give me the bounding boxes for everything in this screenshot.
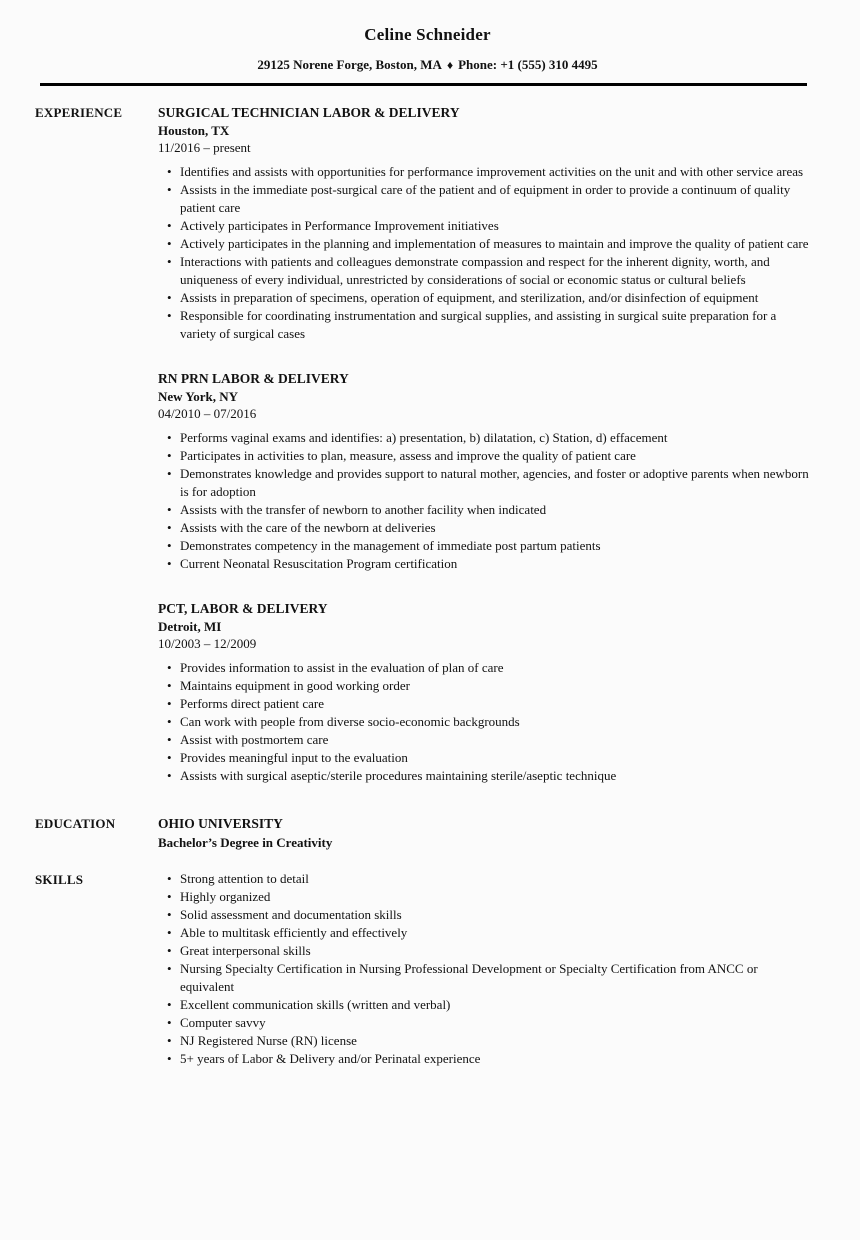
bullet-item: • Performs direct patient care xyxy=(180,695,813,713)
education-section-content xyxy=(158,814,813,853)
contact-phone: Phone: +1 (555) 310 4495 xyxy=(458,57,598,72)
skill-item: • 5+ years of Labor & Delivery and/or Perinatal experience xyxy=(180,1050,813,1068)
school-name: OHIO UNIVERSITY xyxy=(158,816,283,831)
job-title: RN PRN LABOR & DELIVERY xyxy=(158,371,349,386)
skill-item: • Computer savvy xyxy=(180,1014,813,1032)
contact-line xyxy=(35,57,820,73)
candidate-name: Celine Schneider xyxy=(364,25,491,44)
contact-address: 29125 Norene Forge, Boston, MA xyxy=(257,57,442,72)
job-location: Detroit, MI xyxy=(158,619,222,634)
job-dates: 04/2010 – 07/2016 xyxy=(158,406,257,421)
experience-section-content xyxy=(158,103,813,785)
bullet-item: • Assists in the immediate post-surgical care of the patient and of equipment in order to provide a continuum of quality patient care xyxy=(180,181,813,217)
skills-section-content xyxy=(158,870,813,1068)
bullet-item: • Assists in preparation of specimens, operation of equipment, and sterilization, and/or disinfection of equipment xyxy=(180,289,813,307)
job-bullet-list xyxy=(158,163,813,343)
bullet-item: • Can work with people from diverse socio-economic backgrounds xyxy=(180,713,813,731)
bullet-item: • Assists with the care of the newborn at deliveries xyxy=(180,519,813,537)
job-entry xyxy=(158,369,813,573)
bullet-item: • Actively participates in Performance Improvement initiatives xyxy=(180,217,813,235)
skills-list xyxy=(158,870,813,1068)
job-entry xyxy=(158,599,813,785)
header-divider xyxy=(40,83,807,86)
job-title: SURGICAL TECHNICIAN LABOR & DELIVERY xyxy=(158,105,460,120)
job-location: Houston, TX xyxy=(158,123,230,138)
bullet-item: • Participates in activities to plan, measure, assess and improve the quality of patient care xyxy=(180,447,813,465)
skill-item: • Great interpersonal skills xyxy=(180,942,813,960)
bullet-item: • Provides information to assist in the evaluation of plan of care xyxy=(180,659,813,677)
job-entry xyxy=(158,103,813,343)
experience-section-label: EXPERIENCE xyxy=(35,105,123,120)
bullet-item: • Maintains equipment in good working order xyxy=(180,677,813,695)
skills-section xyxy=(35,870,820,1068)
skill-item: • Able to multitask efficiently and effectively xyxy=(180,924,813,942)
bullet-item: • Interactions with patients and colleagues demonstrate compassion and respect for the inherent dignity, worth, and uniqueness of every individual, unrestricted by considerations of social or economic status or cultural beliefs xyxy=(180,253,813,289)
skill-item: • NJ Registered Nurse (RN) license xyxy=(180,1032,813,1050)
diamond-separator-icon: ♦ xyxy=(446,58,454,72)
bullet-item: • Actively participates in the planning and implementation of measures to maintain and improve the quality of patient care xyxy=(180,235,813,253)
education-section xyxy=(35,814,820,853)
job-bullet-list xyxy=(158,429,813,573)
skill-item: • Highly organized xyxy=(180,888,813,906)
job-bullet-list xyxy=(158,659,813,785)
bullet-item: • Performs vaginal exams and identifies: a) presentation, b) dilatation, c) Station, d) effacement xyxy=(180,429,813,447)
job-dates: 10/2003 – 12/2009 xyxy=(158,636,257,651)
skills-section-label: SKILLS xyxy=(35,872,84,887)
bullet-item: • Assist with postmortem care xyxy=(180,731,813,749)
skill-item: • Solid assessment and documentation skills xyxy=(180,906,813,924)
experience-section xyxy=(35,103,820,785)
job-dates: 11/2016 – present xyxy=(158,140,251,155)
bullet-item: • Current Neonatal Resuscitation Program certification xyxy=(180,555,813,573)
degree-name: Bachelor’s Degree in Creativity xyxy=(158,835,333,850)
resume-header xyxy=(35,24,820,73)
bullet-item: • Identifies and assists with opportunities for performance improvement activities on the unit and with other service areas xyxy=(180,163,813,181)
bullet-item: • Assists with the transfer of newborn to another facility when indicated xyxy=(180,501,813,519)
skill-item: • Nursing Specialty Certification in Nursing Professional Development or Specialty Certification from ANCC or equivalent xyxy=(180,960,813,996)
education-section-label: EDUCATION xyxy=(35,816,116,831)
skill-item: • Excellent communication skills (written and verbal) xyxy=(180,996,813,1014)
job-title: PCT, LABOR & DELIVERY xyxy=(158,601,328,616)
bullet-item: • Provides meaningful input to the evaluation xyxy=(180,749,813,767)
bullet-item: • Assists with surgical aseptic/sterile procedures maintaining sterile/aseptic technique xyxy=(180,767,813,785)
bullet-item: • Responsible for coordinating instrumentation and surgical supplies, and assisting in surgical suite preparation for a variety of surgical cases xyxy=(180,307,813,343)
skill-item: • Strong attention to detail xyxy=(180,870,813,888)
bullet-item: • Demonstrates knowledge and provides support to natural mother, agencies, and foster or adoptive parents when newborn is for adoption xyxy=(180,465,813,501)
job-location: New York, NY xyxy=(158,389,239,404)
bullet-item: • Demonstrates competency in the management of immediate post partum patients xyxy=(180,537,813,555)
